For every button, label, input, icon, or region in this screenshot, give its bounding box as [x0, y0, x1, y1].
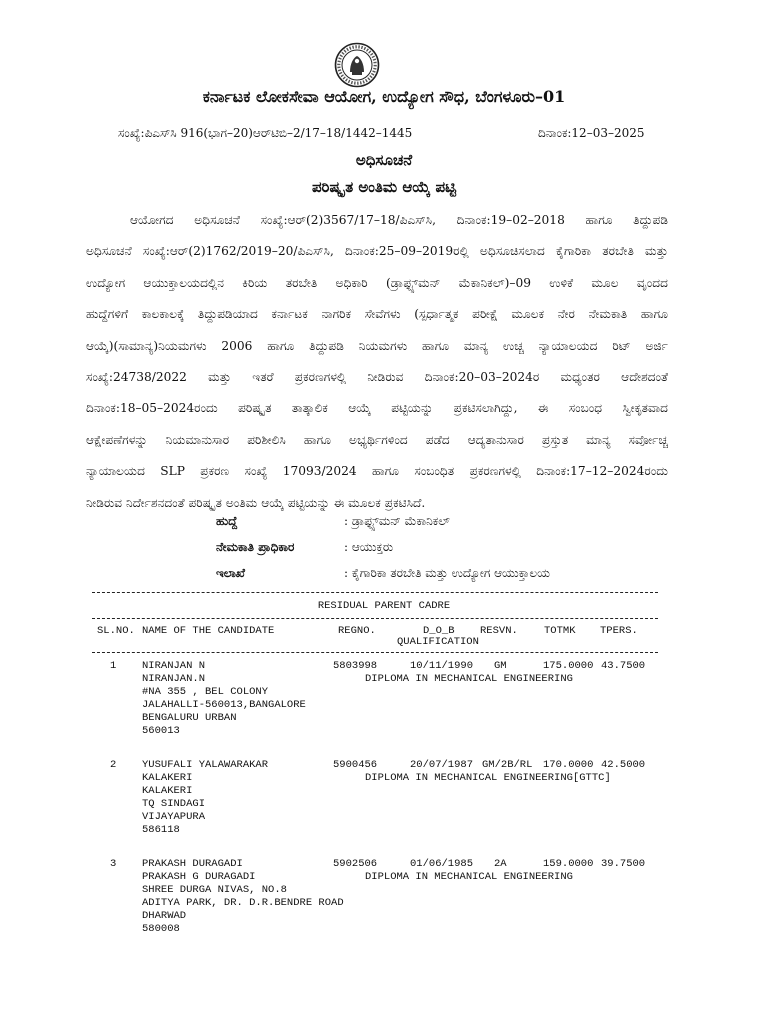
row-candidate-name: PRAKASH DURAGADI: [142, 858, 243, 870]
row-address-line: 580008: [142, 923, 180, 935]
row-regno: 5902506: [333, 858, 378, 870]
row-totmk: 170.0000: [543, 759, 594, 771]
row-address-line: NIRANJAN.N: [142, 673, 206, 685]
row-address-line: KALAKERI: [142, 785, 193, 797]
authority-label: ನೇಮಕಾತಿ ಪ್ರಾಧಿಕಾರ: [216, 540, 295, 554]
row-candidate-name: NIRANJAN N: [142, 660, 206, 672]
karnataka-seal-icon: [334, 42, 380, 88]
notification-body: [86, 205, 668, 519]
header-regno: REGNO.: [338, 625, 376, 637]
header-name: NAME OF THE CANDIDATE: [142, 625, 275, 637]
body-line: ಸಂಖ್ಯೆ:24738/2022 ಮತ್ತು ಇತರೆ ಪ್ರಕರಣಗಳಲ್ಲಿ ನೀಡಿರುವ ದಿನಾಂಕ:20–03–2024ರ ಮಧ್ಯಂತರ ಆದೇಶದಂತೆ: [86, 369, 668, 384]
organisation-title: ಕರ್ನಾಟಕ ಲೋಕಸೇವಾ ಆಯೋಗ, ಉದ್ಯೋಗ ಸೌಧ, ಬೆಂಗಳೂರು–01: [202, 87, 566, 106]
row-resvn: GM/2B/RL: [482, 759, 533, 771]
row-address-line: TQ SINDAGI: [142, 798, 206, 810]
header-slno: SL.NO.: [97, 625, 135, 637]
body-line: ಆಯೋಗದ ಅಧಿಸೂಚನೆ ಸಂಖ್ಯೆ:ಆರ್(2)3567/17–18/ಪಿಎಸ್‌ಸಿ, ದಿನಾಂಕ:19–02–2018 ಹಾಗೂ ತಿದ್ದುಪಡಿ: [130, 213, 668, 227]
table-header-rule: [92, 652, 658, 653]
row-candidate-name: YUSUFALI YALAWARAKAR: [142, 759, 269, 771]
body-line: ಉದ್ಯೋಗ ಆಯುಕ್ತಾಲಯದಲ್ಲಿನ ಕಿರಿಯ ತರಬೇತಿ ಅಧಿಕಾರಿ (ಡ್ರಾಫ್ಟ್ಸ್‌ಮನ್ ಮೆಕಾನಿಕಲ್)–09 ಉಳಿಕೆ ಮೂಲ ವೃಂದದ: [86, 275, 668, 290]
reference-number: ಸಂಖ್ಯೆ:ಪಿಎಸ್‌ಸಿ 916(ಭಾಗ–20)ಆರ್‌ಟಿಬಿ–2/17–18/1442–1445: [118, 126, 413, 140]
department-value: : ಕೈಗಾರಿಕಾ ತರಬೇತಿ ಮತ್ತು ಉದ್ಯೋಗ ಆಯುಕ್ತಾಲಯ: [344, 566, 550, 580]
header-resvn: RESVN.: [480, 625, 518, 637]
row-slno: 3: [110, 858, 117, 870]
row-address-line: DHARWAD: [142, 910, 187, 922]
row-address-line: PRAKASH G DURAGADI: [142, 871, 256, 883]
row-dob: 20/07/1987: [410, 759, 474, 771]
row-tpers: 42.5000: [601, 759, 646, 771]
row-address-line: ADITYA PARK, DR. D.R.BENDRE ROAD: [142, 897, 344, 909]
row-address-line: KALAKERI: [142, 772, 193, 784]
header-totmk: TOTMK: [544, 625, 576, 637]
row-totmk: 175.0000: [543, 660, 594, 672]
row-address-line: SHREE DURGA NIVAS, NO.8: [142, 884, 287, 896]
row-address-line: 586118: [142, 824, 180, 836]
authority-value: : ಆಯುಕ್ತರು: [344, 540, 394, 554]
post-value: : ಡ್ರಾಫ್ಟ್ಸ್‌ಮನ್ ಮೆಕಾನಿಕಲ್: [344, 514, 450, 528]
row-address-line: BENGALURU URBAN: [142, 712, 237, 724]
table-caption: RESIDUAL PARENT CADRE: [317, 600, 451, 612]
row-qualification: DIPLOMA IN MECHANICAL ENGINEERING[GTTC]: [365, 772, 611, 784]
row-dob: 01/06/1985: [410, 858, 474, 870]
body-line: ನೀಡಿರುವ ನಿರ್ದೇಶನದಂತೆ ಪರಿಷ್ಕೃತ ಅಂತಿಮ ಆಯ್ಕೆ ಪಟ್ಟಿಯನ್ನು ಈ ಮೂಲಕ ಪ್ರಕಟಿಸಿದೆ.: [86, 495, 426, 510]
row-dob: 10/11/1990: [410, 660, 474, 672]
header-qualification: QUALIFICATION: [397, 636, 479, 648]
body-line: ಆಯ್ಕೆ)(ಸಾಮಾನ್ಯ)ನಿಯಮಗಳು 2006 ಹಾಗೂ ತಿದ್ದುಪಡಿ ನಿಯಮಗಳು ಹಾಗೂ ಮಾನ್ಯ ಉಚ್ಚ ನ್ಯಾಯಾಲಯದ ರಿಟ್ ಅರ್ಜಿ: [86, 338, 668, 353]
row-slno: 1: [110, 660, 117, 672]
body-line: ನ್ಯಾಯಾಲಯದ SLP ಪ್ರಕರಣ ಸಂಖ್ಯೆ 17093/2024 ಹಾಗೂ ಸಂಬಂಧಿತ ಪ್ರಕರಣಗಳಲ್ಲಿ ದಿನಾಂಕ:17–12–2024ರಂದು: [86, 464, 668, 479]
row-regno: 5900456: [333, 759, 378, 771]
row-qualification: DIPLOMA IN MECHANICAL ENGINEERING: [365, 871, 573, 883]
table-top-rule: [92, 592, 658, 593]
table-caption-rule: [92, 618, 658, 619]
row-tpers: 39.7500: [601, 858, 646, 870]
row-address-line: JALAHALLI-560013,BANGALORE: [142, 699, 306, 711]
notification-date: ದಿನಾಂಕ:12–03–2025: [538, 126, 645, 140]
header-tpers: TPERS.: [600, 625, 638, 637]
notification-heading: ಅಧಿಸೂಚನೆ: [355, 151, 413, 169]
row-tpers: 43.7500: [601, 660, 646, 672]
row-regno: 5803998: [333, 660, 378, 672]
body-line: ದಿನಾಂಕ:18–05–2024ರಂದು ಪರಿಷ್ಕೃತ ತಾತ್ಕಾಲಿಕ ಆಯ್ಕೆ ಪಟ್ಟಿಯನ್ನು ಪ್ರಕಟಿಸಲಾಗಿದ್ದು, ಈ ಸಂಬಂಧ ಸ್ವೀಕೃತವಾದ: [86, 401, 668, 416]
row-resvn: GM: [494, 660, 507, 672]
selection-list-heading: ಪರಿಷ್ಕೃತ ಅಂತಿಮ ಆಯ್ಕೆ ಪಟ್ಟಿ: [311, 178, 457, 196]
row-slno: 2: [110, 759, 117, 771]
body-line: ಅಧಿಸೂಚನೆ ಸಂಖ್ಯೆ:ಆರ್(2)1762/2019–20/ಪಿಎಸ್‌ಸಿ, ದಿನಾಂಕ:25–09–2019ರಲ್ಲಿ ಅಧಿಸೂಚಿಸಲಾದ ಕೈಗಾರಿಕಾ ತರಬೇತಿ ಮತ್ತು: [86, 244, 668, 259]
row-address-line: 560013: [142, 725, 180, 737]
row-resvn: 2A: [494, 858, 507, 870]
department-label: ಇಲಾಖೆ: [216, 566, 246, 580]
body-line: ಹುದ್ದೆಗಳಿಗೆ ಕಾಲಕಾಲಕ್ಕೆ ತಿದ್ದುಪಡಿಯಾದ ಕರ್ನಾಟಕ ನಾಗರಿಕ ಸೇವೆಗಳು (ಸ್ಪರ್ಧಾತ್ಮಕ ಪರೀಕ್ಷೆ ಮೂಲಕ ನೇರ ನೇಮಕಾತಿ ಹಾಗೂ: [86, 307, 668, 322]
header-dob: D_O_B: [423, 625, 455, 637]
post-label: ಹುದ್ದೆ: [216, 514, 238, 528]
row-address-line: #NA 355 , BEL COLONY: [142, 686, 269, 698]
row-qualification: DIPLOMA IN MECHANICAL ENGINEERING: [365, 673, 573, 685]
row-address-line: VIJAYAPURA: [142, 811, 206, 823]
body-line: ಆಕ್ಷೇಪಣೆಗಳನ್ನು ನಿಯಮಾನುಸಾರ ಪರಿಶೀಲಿಸಿ ಹಾಗೂ ಅಭ್ಯರ್ಥಿಗಳಿಂದ ಪಡೆದ ಆದ್ಯತಾನುಸಾರ ಪ್ರಸ್ತುತ ಮಾನ್ಯ ಸರ್ವೋಚ್ಚ: [86, 432, 668, 447]
row-totmk: 159.0000: [543, 858, 594, 870]
